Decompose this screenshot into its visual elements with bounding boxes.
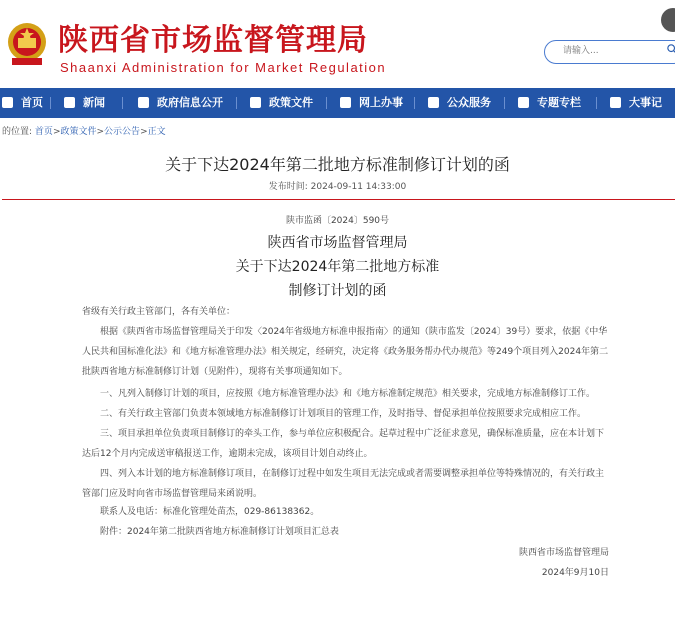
search-input[interactable] [563, 44, 653, 58]
breadcrumb-current[interactable]: 正文 [147, 127, 166, 137]
policy-icon [250, 97, 261, 108]
topic-icon [518, 97, 529, 108]
publish-time: 发布时间: 2024-09-11 14:33:00 [268, 182, 407, 192]
breadcrumb-notices[interactable]: 公示公告 [104, 127, 141, 137]
browser-extension-icon[interactable] [661, 8, 675, 32]
info-icon [138, 97, 149, 108]
salutation: 省级有关行政主管部门，各有关单位： [82, 307, 236, 317]
site-title[interactable]: 陕西省市场监督管理局 [58, 23, 368, 58]
signature-org: 陕西省市场监督管理局 [518, 548, 609, 558]
paragraph-intro: 根据《陕西省市场监督管理局关于印发〈2024年省级地方标准申报指南〉的通知（陕市监发〔2024〕39号）要求，依据《中华人民共和国标准化法》和《地方标准管理办法》相关规定，经研究，决定将《政务服务帮办代办规范》等249个项目列入2024年第二批陕西省地方标准制修订计划（见附件），现将有关事项通知如下。 [82, 327, 609, 377]
nav-item-news[interactable]: 新闻 [64, 88, 105, 118]
nav-item-online-service[interactable]: 网上办事 [340, 88, 403, 118]
search-box[interactable] [544, 40, 675, 64]
public-icon [428, 97, 439, 108]
nav-item-policy[interactable]: 政策文件 [250, 88, 313, 118]
item-1: 一、凡列入制修订计划的项目，应按照《地方标准管理办法》和《地方标准制定规范》相关要求，完成地方标准制修订工作。 [100, 389, 596, 399]
site-header [0, 0, 675, 88]
site-title-english: Shaanxi Administration for Market Regulation [60, 60, 387, 75]
nav-item-gov-info[interactable]: 政府信息公开 [138, 88, 223, 118]
nav-item-public-service[interactable]: 公众服务 [428, 88, 491, 118]
nav-item-topics[interactable]: 专题专栏 [518, 88, 581, 118]
item-3: 三、项目承担单位负责项目制修订的牵头工作，参与单位应积极配合。起草过程中广泛征求意见，确保标准质量，应在本计划下达后12个月内完成送审稿报送工作，逾期未完成，该项目计划自动终止。 [82, 429, 605, 459]
nav-divider [504, 97, 505, 109]
events-icon [610, 97, 621, 108]
nav-item-home[interactable]: 首页 [2, 88, 43, 118]
contact-info: 联系人及电话：标准化管理处苗杰，029-86138362。 [100, 507, 320, 517]
document-heading-line3: 制修订计划的函 [288, 283, 387, 299]
main-nav [0, 88, 675, 118]
nav-divider [596, 97, 597, 109]
nav-divider [414, 97, 415, 109]
title-divider [2, 199, 675, 200]
breadcrumb-prefix: 的位置: [2, 127, 33, 137]
attachment-link[interactable]: 附件：2024年第二批陕西省地方标准制修订计划项目汇总表 [100, 527, 339, 537]
home-icon [2, 97, 13, 108]
breadcrumb-home[interactable]: 首页 [34, 127, 53, 137]
nav-item-events[interactable]: 大事记 [610, 88, 662, 118]
article-title: 关于下达2024年第二批地方标准制修订计划的函 [165, 155, 510, 174]
service-icon [340, 97, 351, 108]
breadcrumb: 的位置: 首页>政策文件>公示公告>正文 [2, 127, 166, 137]
search-icon[interactable] [667, 44, 675, 54]
signature-date: 2024年9月10日 [541, 568, 609, 578]
nav-divider [326, 97, 327, 109]
item-4: 四、列入本计划的地方标准制修订项目，在制修订过程中如发生项目无法完成或者需要调整承担单位等特殊情况的，有关行政主管部门应及时向省市场监督管理局来函说明。 [82, 469, 605, 499]
document-number: 陕市监函〔2024〕590号 [285, 216, 390, 226]
news-icon [64, 97, 75, 108]
nav-divider [50, 97, 51, 109]
nav-divider [236, 97, 237, 109]
breadcrumb-policy[interactable]: 政策文件 [60, 127, 97, 137]
national-emblem-icon [6, 20, 48, 68]
document-heading-org: 陕西省市场监督管理局 [267, 235, 408, 251]
nav-divider [122, 97, 123, 109]
item-2: 二、有关行政主管部门负责本领域地方标准制修订计划项目的管理工作，及时指导、督促承担单位按照要求完成相应工作。 [100, 409, 587, 419]
document-heading-line2: 关于下达2024年第二批地方标准 [235, 259, 440, 275]
